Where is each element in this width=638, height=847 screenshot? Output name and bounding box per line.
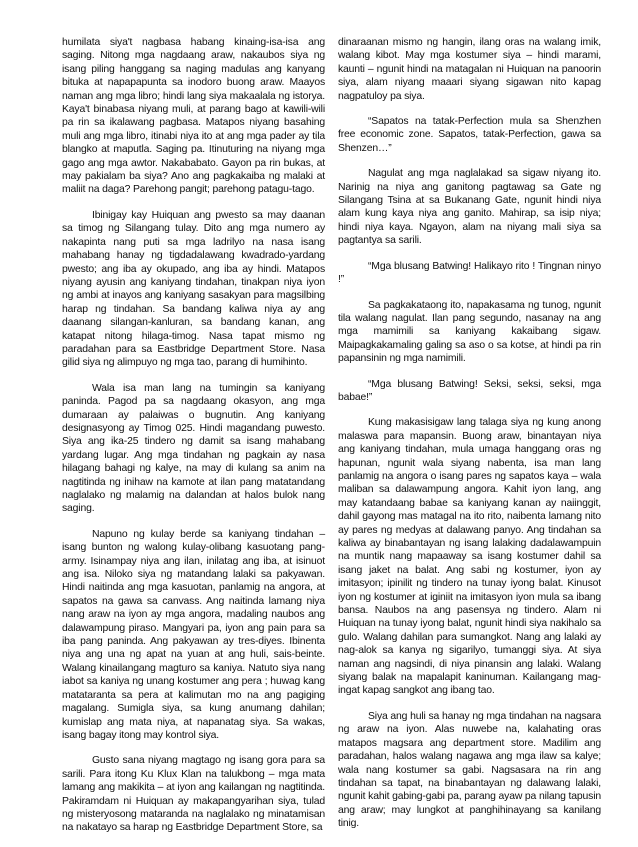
- paragraph: “Sapatos na tatak-Perfection mula sa Shenzhen free economic zone. Sapatos, tatak-Perfection, gawa sa Shenzen…”: [338, 116, 601, 154]
- paragraph: Sa pagkakataong ito, napakasama ng tunog, ngunit tila walang nagulat. Ilan pang segundo, nasanay na ang mga mamimili sa kaniyang kakaibang sigaw. Maipagkakamaling galing sa aso o sa kotse, at hindi pa rin papansinin ng mga namimili.: [338, 299, 601, 365]
- paragraph: Nagulat ang mga naglalakad sa sigaw niyang ito. Narinig na niya ang ganitong pagtawag sa Gate ng Silangang Tsina at sa Bukanang Gate, ngunit hindi niya alam kung kaya niya ang ganito. Mahirap, sa isip niya; hindi niya kaya. Ngayon, alam na niyang mali siya sa pagtantya sa sarili.: [338, 168, 601, 247]
- right-text-column: [338, 36, 601, 843]
- paragraph: Napuno ng kulay berde sa kaniyang tindahan – isang bunton ng walong kulay-olibang kasuotang pang-army. Isinampay niya ang ilan, inilatag ang iba, at isinuot ang isa. Niloko siya ng matandang lalaki sa pakyawan. Hindi naitinda ang mga kasuotan, panlamig na angora, at sapatos na gawa sa canvass. Ang naitinda lamang niya nang araw na iyon ay mga angora, madaling naubos ang dalawampung piraso. Mangyari pa, iyon ang pain para sa iba pang paninda. Ang pakyawan ay tres-diyes. Ibinenta niya ang una ng apat na yuan at ang huli, sais-beinte. Walang kinailangang magturo sa kaniya. Natuto siya nang iabot sa kaniya ng unang kostumer ang pera ; huwag kang matataranta sa pera at kalimutan mo na ang pagiging magalang. Sumigla siya, sa kung anumang dahilan; kumislap ang mata niya, at napanatag siya. Sa wakas, isang bagay itong may kontrol siya.: [62, 528, 325, 741]
- left-text-column: [62, 36, 325, 847]
- paragraph: “Mga blusang Batwing! Seksi, seksi, seksi, mga babae!”: [338, 378, 601, 403]
- paragraph-continued: humilata siya't nagbasa habang kinaing-isa-isa ang saging. Nitong mga nagdaang araw, nakaubos siya ng isang piling hanggang sa naging madulas ang kanyang bituka at napapapunta sa inodoro buong araw. Maayos naman ang mga libro; hindi lang siya makaalala ng istorya. Kaya't binabasa niyang muli, at parang bago at kawili-wili pa rin sa ikalawang pagbasa. Matapos niyang basahing muli ang mga libro, itinabi niya ito at ang mga pader ay tila blangko at maputla. Saging pa. Itinuturing na niyang mga gago ang mga awtor. Nakababato. Gayon pa rin bukas, at may pakialam ba siya? Ano ang pagkakaiba ng malaki at maliit na daga? Parehong pangit; parehong patagu-tago.: [62, 37, 325, 196]
- paragraph: Siya ang huli sa hanay ng mga tindahan na nagsara ng araw na iyon. Alas nuwebe na, kalahating oras matapos magsara ang department store. Madilim ang paradahan, halos walang nagawa ang mga ilaw sa kalye; wala nang kostumer sa gabi. Nagsasara na rin ang tindahan sa tapat, na binabantayan ng dalawang lalaki, ngunit kahit gabing-gabi pa, parang ayaw pa nilang tapusin ang araw; may lungkot at panghihinayang sa kanilang tinig.: [338, 710, 601, 830]
- paragraph: “Mga blusang Batwing! Halikayo rito ! Tingnan ninyo !”: [338, 260, 601, 286]
- paragraph: Gusto sana niyang magtago ng isang gora para sa sarili. Para itong Ku Klux Klan na talukbong – mga mata lamang ang makikita – at iyon ang kailangan ng nagtitinda. Pakiramdam ni Huiquan ay makapangyarihan siya, tulad ng misteryosong mataranda na naglalako ng minatamisan na nakatayo sa harap ng Eastbridge Department Store, sa: [62, 755, 325, 834]
- paragraph: Wala isa man lang na tumingin sa kaniyang paninda. Pagod pa sa nagdaang okasyon, ang mga dumaraan ay palaiwas o bugnutin. Ang kaniyang designasyong ay Timog 025. Hindi magandang puwesto. Siya ang ika-25 tindero ng damit sa isang mahabang yardang lugar. Ang mga tindahan ng pagkain ay nasa hilagang bahagi ng kalye, na may di kulang sa anim na nagtitinda ng inihaw na kamote at ilan pang matatandang naglalako ng malamig na dalandan at halos bulok nang saging.: [62, 382, 325, 515]
- paragraph-continued: dinaraanan mismo ng hangin, ilang oras na walang imik, walang kibot. May mga kostumer siya – hindi marami, kaunti – ngunit hindi na matagalan ni Huiquan na panoorin siya, alam niyang maaari siyang sigawan nito kapag nagpatuloy pa siya.: [338, 37, 601, 102]
- paragraph: Ibinigay kay Huiquan ang pwesto sa may daanan sa timog ng Silangang tulay. Dito ang mga numero ay nakapinta nang puti sa mga ladrilyo na nasa isang mahabang hanay ng tigdadalawang kwadrado-yardang pwesto; ang iba ay okupado, ang iba ay hindi. Matapos niyang ayusin ang kaniyang tindahan, tinakpan niya iyon ng ambi at inayos ang kaniyang sasakyan para magsilbing harap ng tindahan. Sa bandang kaliwa niya ay ang daanang silangan-kanluran, sa bandang kanan, ang katapat nitong hilaga-timog. Nasa tapat mismo ng paradahan para sa Eastbridge Department Store. Nasa gilid siya ng alimpuyo ng mga tao, parang di humihinto.: [62, 209, 325, 369]
- paragraph: Kung makasisigaw lang talaga siya ng kung anong malaswa para mapansin. Buong araw, binantayan niya ang kaniyang tindahan, mula umaga hanggang oras ng hapunan, ngunit wala siyang nabenta, isa man lang panlamig na angora o isang pares ng sapatos kaya – wala maliban sa dalawampung angora. Kahit iyon lang, ang may katandaang babae sa kaniyang kanan ay naiinggit, dahil gayong mas matagal na ito rito, naibenta lamang nito ay pares ng medyas at dalawang panyo. Ang tindahan sa kaliwa ay binabantayan ng isang lalaking dadalawampuin na muntik nang mapaaway sa isang kostumer dahil sa isang jaket na balat. Ang sabi ng kostumer, iyon ay imitasyon; ipinilit ng tindero na tunay iyong balat. Kinusot iyon ng kostumer at iginiit na imitasyon iyon mula sa ibang bansa. Naubos na ang pasensya ng tindero. Alam ni Huiquan na tunay iyong balat, ngunit hindi siya nakihalo sa gulo. Walang dahilan para sumangkot. Nang ang lalaki ay nag-alok sa kanya ng sigarilyo, tumanggi siya. At siya naman ang nagsindi, di niya pinansin ang lalaki. Walang siyang balak na mapalapit kaninuman. Kailangang mag-ingat kapag sangkot ang ibang tao.: [338, 417, 601, 697]
